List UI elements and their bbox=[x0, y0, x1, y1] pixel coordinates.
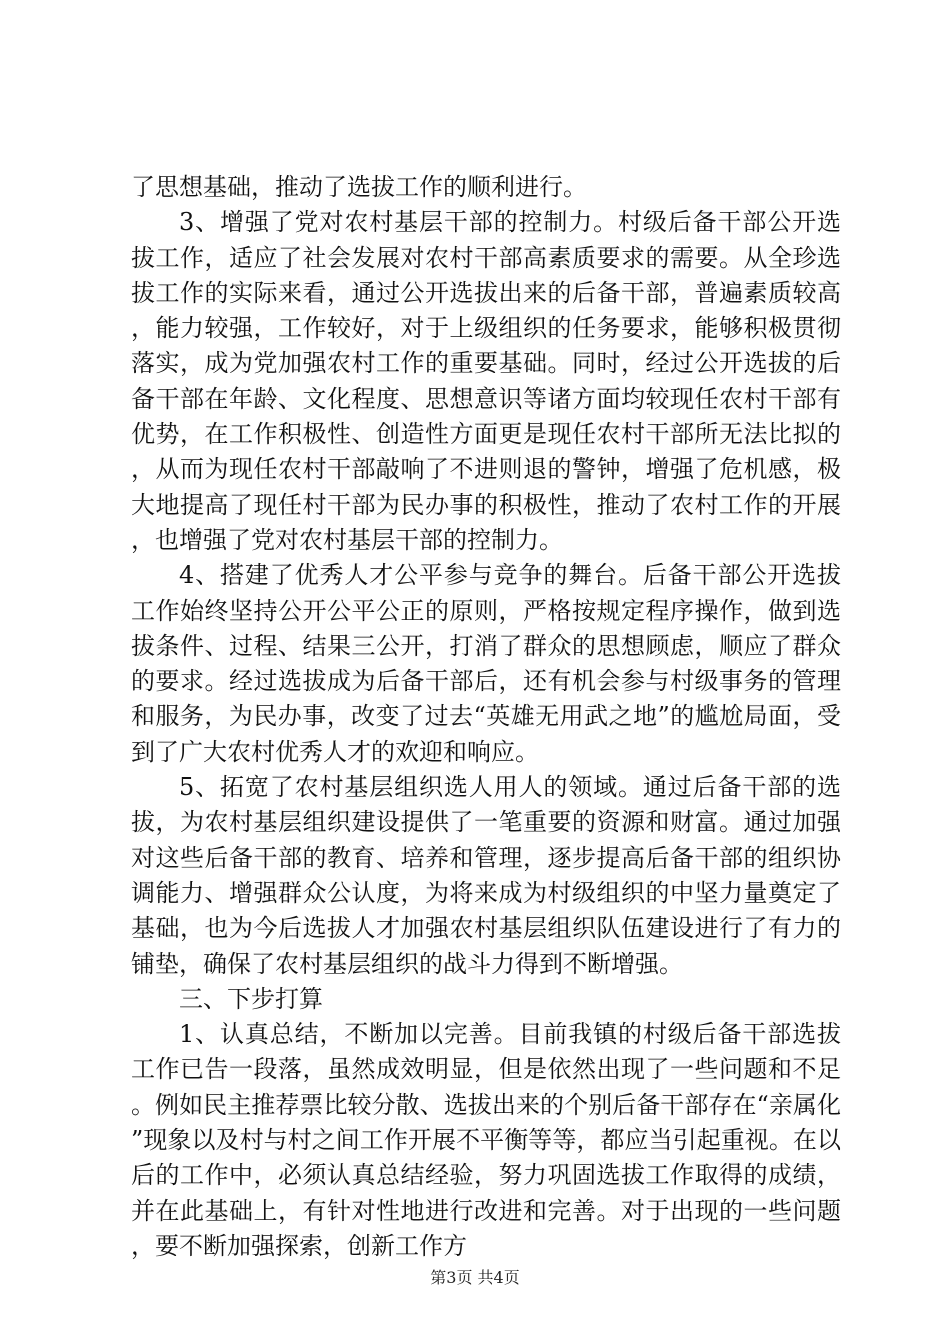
paragraph-4: 5、拓宽了农村基层组织选人用人的领域。通过后备干部的选拔，为农村基层组织建设提供了一笔重要的资源和财富。通过加强对这些后备干部的教育、培养和管理，逐步提高后备干部的组织协调能力、增强群众公认度，为将来成为村级组织的中坚力量奠定了基础，也为今后选拔人才加强农村基层组织队伍建设进行了有力的铺垫，确保了农村基层组织的战斗力得到不断增强。 bbox=[131, 773, 841, 978]
paragraph-2: 3、增强了党对农村基层干部的控制力。村级后备干部公开选拔工作，适应了社会发展对农村干部高素质要求的需要。从全珍选拔工作的实际来看，通过公开选拔出来的后备干部，普遍素质较高，能力较强，工作较好，对于上级组织的任务要求，能够积极贯彻落实，成为党加强农村工作的重要基础。同时，经过公开选拔的后备干部在年龄、文化程度、思想意识等诸方面均较现任农村干部有优势，在工作积极性、创造性方面更是现任农村干部所无法比拟的，从而为现任农村干部敲响了不进则退的警钟，增强了危机感，极大地提高了现任村干部为民办事的积极性，推动了农村工作的开展，也增强了党对农村基层干部的控制力。 bbox=[131, 208, 841, 554]
paragraph-5: 1、认真总结，不断加以完善。目前我镇的村级后备干部选拔工作已告一段落，虽然成效明显，但是依然出现了一些问题和不足。例如民主推荐票比较分散、选拔出来的个别后备干部存在“亲属化”现象以及村与村之间工作开展不平衡等等，都应当引起重视。在以后的工作中，必须认真总结经验，努力巩固选拔工作取得的成绩，并在此基础上，有针对性地进行改进和完善。对于出现的一些问题，要不断加强探索，创新工作方 bbox=[131, 1020, 841, 1260]
section-heading: 三、下步打算 bbox=[179, 984, 323, 1013]
document-body bbox=[131, 170, 841, 1260]
paragraph-1: 了思想基础，推动了选拔工作的顺利进行。 bbox=[131, 173, 587, 201]
page-number: 第3页 共4页 bbox=[430, 1268, 520, 1287]
paragraph-3: 4、搭建了优秀人才公平参与竞争的舞台。后备干部公开选拔工作始终坚持公开公平公正的原则，严格按规定程序操作，做到选拔条件、过程、结果三公开，打消了群众的思想顾虑，顺应了群众的要求。经过选拔成为后备干部后，还有机会参与村级事务的管理和服务，为民办事，改变了过去“英雄无用武之地”的尴尬局面，受到了广大农村优秀人才的欢迎和响应。 bbox=[131, 561, 841, 766]
page-footer bbox=[0, 1268, 950, 1288]
